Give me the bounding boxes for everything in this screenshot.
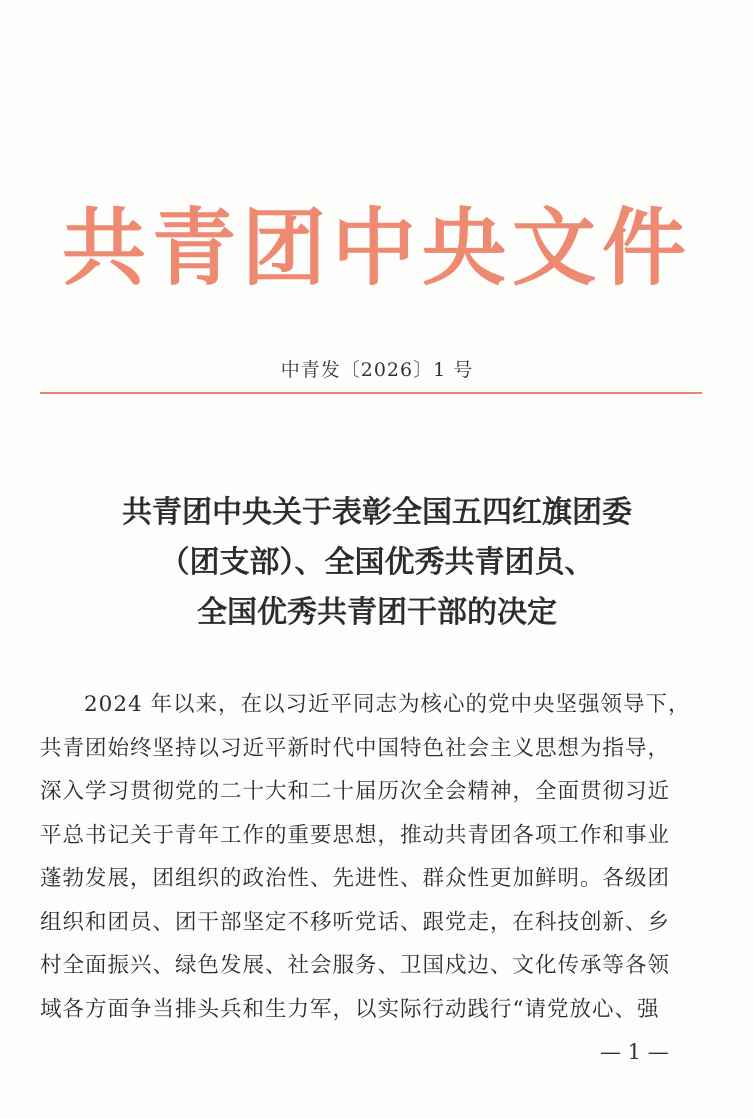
- title-line: 共青团中央关于表彰全国五四红旗团委: [122, 495, 632, 530]
- title-line: （团支部）、全国优秀共青团员、: [159, 545, 595, 580]
- document-number: 中青发〔2026〕1 号: [280, 359, 474, 381]
- body-line: 2024 年以来，在以习近平同志为核心的党中央坚强领导下，: [84, 692, 691, 717]
- page-number: — 1 —: [600, 1040, 669, 1064]
- document-title: [40, 488, 714, 638]
- title-line: 全国优秀共青团干部的决定: [197, 595, 557, 630]
- masthead-title: 共青团中央文件: [61, 199, 692, 297]
- body-line: 域各方面争当排头兵和生力军，以实际行动践行“请党放心、强: [40, 996, 660, 1022]
- body-line: 村全面振兴、绿色发展、社会服务、卫国戍边、文化传承等各领: [40, 953, 671, 978]
- body-line: 深入学习贯彻党的二十大和二十届历次全会精神，全面贯彻习近: [40, 779, 671, 804]
- body-line: 蓬勃发展，团组织的政治性、先进性、群众性更加鲜明。各级团: [40, 866, 671, 891]
- body-line: 平总书记关于青年工作的重要思想，推动共青团各项工作和事业: [40, 822, 671, 848]
- red-divider-line: [40, 392, 702, 394]
- body-paragraph: [40, 683, 712, 1031]
- body-line: 共青团始终坚持以习近平新时代中国特色社会主义思想为指导，: [40, 735, 671, 761]
- body-line: 组织和团员、团干部坚定不移听党话、跟党走，在科技创新、乡: [40, 909, 671, 935]
